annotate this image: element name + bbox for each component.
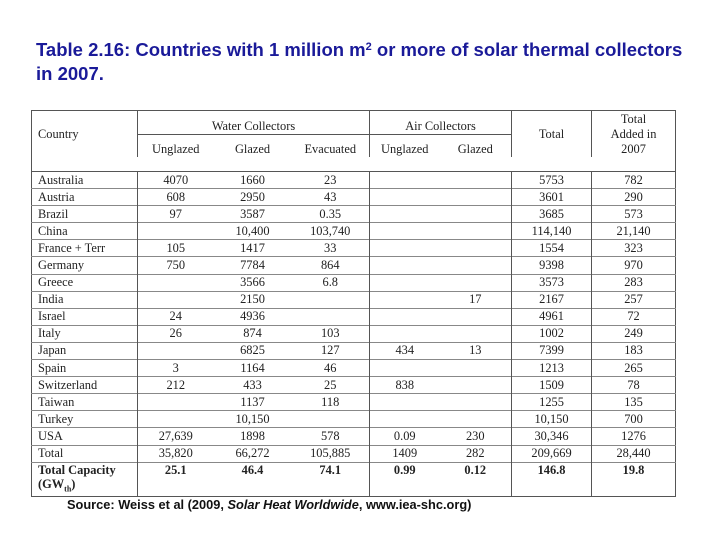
country-cell: Switzerland — [32, 377, 138, 394]
value-cell-total: 1213 — [512, 360, 592, 377]
value-cell-we — [292, 411, 370, 428]
value-cell-ag — [440, 223, 512, 240]
value-cell-total: 1002 — [512, 325, 592, 342]
value-cell-au: 1409 — [370, 445, 440, 462]
value-cell-total: 4961 — [512, 308, 592, 325]
country-cell: Austria — [32, 189, 138, 206]
value-cell-added: 249 — [592, 325, 676, 342]
value-cell-wg: 2150 — [214, 291, 292, 308]
value-cell-wu: 26 — [138, 325, 214, 342]
value-cell-total: 2167 — [512, 291, 592, 308]
value-cell-au — [370, 257, 440, 274]
value-cell-au: 838 — [370, 377, 440, 394]
country-cell: Israel — [32, 308, 138, 325]
value-cell-added: 1276 — [592, 428, 676, 445]
table-row — [32, 394, 676, 411]
slide-title: Table 2.16: Countries with 1 million $m^2$ or more of solar thermal collectors in 2007. — [36, 39, 683, 84]
value-cell-added: 700 — [592, 411, 676, 428]
total-added-header: Total Added in 2007 — [592, 111, 676, 158]
value-cell-we: 43 — [292, 189, 370, 206]
capacity-cell-added: 19.8 — [592, 462, 676, 496]
value-cell-ag — [440, 172, 512, 189]
value-cell-ag — [440, 257, 512, 274]
value-cell-ag — [440, 240, 512, 257]
value-cell-we: 105,885 — [292, 445, 370, 462]
value-cell-added: 782 — [592, 172, 676, 189]
value-cell-we: 103 — [292, 325, 370, 342]
value-cell-wg: 1164 — [214, 360, 292, 377]
country-cell: Total — [32, 445, 138, 462]
value-cell-ag — [440, 394, 512, 411]
value-cell-wu: 608 — [138, 189, 214, 206]
value-cell-added: 970 — [592, 257, 676, 274]
table-row — [32, 411, 676, 428]
table-row — [32, 360, 676, 377]
value-cell-wu — [138, 342, 214, 359]
country-cell: Japan — [32, 342, 138, 359]
value-cell-ag — [440, 206, 512, 223]
value-cell-au — [370, 189, 440, 206]
value-cell-wu: 3 — [138, 360, 214, 377]
source-citation: Source: Weiss et al (2009, Solar Heat Worldwide, www.iea-shc.org) — [67, 497, 472, 512]
value-cell-added: 265 — [592, 360, 676, 377]
value-cell-au — [370, 223, 440, 240]
value-cell-added: 78 — [592, 377, 676, 394]
value-cell-total: 5753 — [512, 172, 592, 189]
value-cell-au — [370, 394, 440, 411]
value-cell-wu: 750 — [138, 257, 214, 274]
value-cell-we: 127 — [292, 342, 370, 359]
water-glazed-header: Glazed — [234, 142, 271, 156]
value-cell-wg: 433 — [214, 377, 292, 394]
value-cell-au: 0.09 — [370, 428, 440, 445]
value-cell-we: 23 — [292, 172, 370, 189]
country-cell: Germany — [32, 257, 138, 274]
value-cell-we: 864 — [292, 257, 370, 274]
value-cell-we: 578 — [292, 428, 370, 445]
value-cell-wu — [138, 394, 214, 411]
value-cell-au — [370, 325, 440, 342]
value-cell-added: 72 — [592, 308, 676, 325]
value-cell-au — [370, 308, 440, 325]
value-cell-wu: 105 — [138, 240, 214, 257]
country-cell: India — [32, 291, 138, 308]
country-cell: Taiwan — [32, 394, 138, 411]
value-cell-ag — [440, 308, 512, 325]
table-row — [32, 308, 676, 325]
value-cell-we: 0.35 — [292, 206, 370, 223]
value-cell-wu: 212 — [138, 377, 214, 394]
table-row — [32, 240, 676, 257]
capacity-cell-ag: 0.12 — [440, 462, 512, 496]
table-row — [32, 342, 676, 359]
table-row — [32, 377, 676, 394]
value-cell-we: 25 — [292, 377, 370, 394]
value-cell-ag: 17 — [440, 291, 512, 308]
value-cell-added: 283 — [592, 274, 676, 291]
value-cell-total: 10,150 — [512, 411, 592, 428]
country-cell: China — [32, 223, 138, 240]
country-cell: Turkey — [32, 411, 138, 428]
value-cell-wg: 2950 — [214, 189, 292, 206]
table-row — [32, 223, 676, 240]
air-unglazed-header: Unglazed — [370, 134, 440, 157]
capacity-cell-au: 0.99 — [370, 462, 440, 496]
country-cell: Italy — [32, 325, 138, 342]
capacity-cell-total: 146.8 — [512, 462, 592, 496]
value-cell-total: 30,346 — [512, 428, 592, 445]
value-cell-total: 3601 — [512, 189, 592, 206]
value-cell-wg: 1417 — [214, 240, 292, 257]
country-cell: USA — [32, 428, 138, 445]
value-cell-wg: 3566 — [214, 274, 292, 291]
table-row — [32, 428, 676, 445]
value-cell-au — [370, 360, 440, 377]
value-cell-total: 9398 — [512, 257, 592, 274]
value-cell-total: 114,140 — [512, 223, 592, 240]
value-cell-total: 3685 — [512, 206, 592, 223]
table-row — [32, 291, 676, 308]
table-row — [32, 189, 676, 206]
value-cell-au — [370, 240, 440, 257]
value-cell-added: 573 — [592, 206, 676, 223]
value-cell-total: 1554 — [512, 240, 592, 257]
value-cell-total: 1509 — [512, 377, 592, 394]
value-cell-we: 33 — [292, 240, 370, 257]
value-cell-total: 209,669 — [512, 445, 592, 462]
value-cell-added: 28,440 — [592, 445, 676, 462]
value-cell-wg: 1660 — [214, 172, 292, 189]
country-cell: Brazil — [32, 206, 138, 223]
water-unglazed-header: Unglazed — [138, 134, 214, 157]
total-capacity-label: Total Capacity $(GW_{th})$ — [32, 462, 138, 496]
country-cell: Australia — [32, 172, 138, 189]
value-cell-ag — [440, 274, 512, 291]
table-row — [32, 257, 676, 274]
value-cell-wg: 1137 — [214, 394, 292, 411]
value-cell-we — [292, 291, 370, 308]
value-cell-wg: 1898 — [214, 428, 292, 445]
value-cell-ag: 13 — [440, 342, 512, 359]
country-cell: Spain — [32, 360, 138, 377]
value-cell-wu: 27,639 — [138, 428, 214, 445]
air-glazed-header: Glazed — [457, 142, 493, 156]
value-cell-au — [370, 411, 440, 428]
value-cell-ag — [440, 325, 512, 342]
value-cell-wg: 874 — [214, 325, 292, 342]
value-cell-wg: 4936 — [214, 308, 292, 325]
value-cell-wg: 3587 — [214, 206, 292, 223]
water-collectors-header: Water Collectors — [138, 111, 370, 135]
value-cell-ag — [440, 411, 512, 428]
capacity-cell-wu: 25.1 — [138, 462, 214, 496]
value-cell-wu: 4070 — [138, 172, 214, 189]
value-cell-wg: 66,272 — [214, 445, 292, 462]
value-cell-wu — [138, 291, 214, 308]
value-cell-added: 323 — [592, 240, 676, 257]
value-cell-wg: 10,150 — [214, 411, 292, 428]
capacity-cell-wg: 46.4 — [214, 462, 292, 496]
value-cell-wu: 24 — [138, 308, 214, 325]
value-cell-wg: 10,400 — [214, 223, 292, 240]
value-cell-au — [370, 274, 440, 291]
table-row — [32, 445, 676, 462]
country-cell: Greece — [32, 274, 138, 291]
value-cell-added: 257 — [592, 291, 676, 308]
value-cell-wu: 35,820 — [138, 445, 214, 462]
capacity-cell-we: 74.1 — [292, 462, 370, 496]
total-capacity-row — [32, 462, 676, 496]
table-row — [32, 172, 676, 189]
value-cell-added: 183 — [592, 342, 676, 359]
value-cell-added: 21,140 — [592, 223, 676, 240]
value-cell-ag — [440, 189, 512, 206]
table-row — [32, 206, 676, 223]
table-row — [32, 274, 676, 291]
value-cell-total: 1255 — [512, 394, 592, 411]
value-cell-ag: 230 — [440, 428, 512, 445]
country-cell: France + Terr — [32, 240, 138, 257]
value-cell-ag — [440, 377, 512, 394]
water-evacuated-header: Evacuated — [304, 142, 357, 156]
value-cell-we: 46 — [292, 360, 370, 377]
country-header: Country — [38, 126, 79, 141]
value-cell-au: 434 — [370, 342, 440, 359]
value-cell-wu — [138, 411, 214, 428]
value-cell-wu — [138, 274, 214, 291]
value-cell-added: 290 — [592, 189, 676, 206]
value-cell-wu — [138, 223, 214, 240]
value-cell-ag: 282 — [440, 445, 512, 462]
air-collectors-header: Air Collectors — [370, 111, 512, 135]
table-row — [32, 325, 676, 342]
value-cell-total: 3573 — [512, 274, 592, 291]
value-cell-wg: 6825 — [214, 342, 292, 359]
value-cell-au — [370, 172, 440, 189]
value-cell-au — [370, 206, 440, 223]
total-header: Total — [512, 111, 592, 158]
value-cell-ag — [440, 360, 512, 377]
value-cell-added: 135 — [592, 394, 676, 411]
value-cell-total: 7399 — [512, 342, 592, 359]
value-cell-we — [292, 308, 370, 325]
value-cell-we: 103,740 — [292, 223, 370, 240]
superscript-2: 2 — [365, 41, 372, 53]
value-cell-we: 118 — [292, 394, 370, 411]
value-cell-au — [370, 291, 440, 308]
solar-thermal-table — [31, 110, 675, 497]
value-cell-wu: 97 — [138, 206, 214, 223]
value-cell-we: 6.8 — [292, 274, 370, 291]
value-cell-wg: 7784 — [214, 257, 292, 274]
